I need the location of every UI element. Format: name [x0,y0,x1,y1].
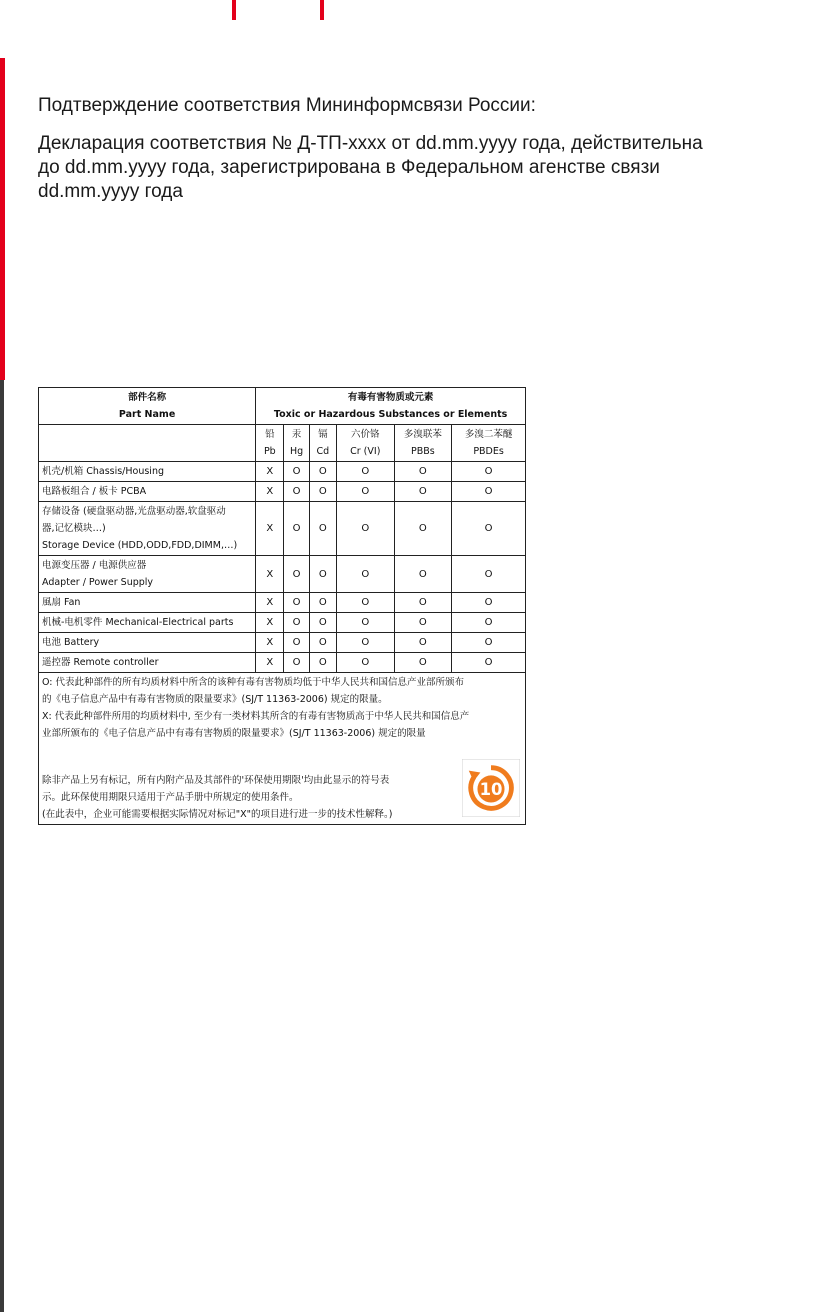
table-row [39,593,526,613]
substance-column-headers [39,425,526,462]
substance-mark-cell: O [284,593,309,613]
substance-mark-cell: X [256,462,284,482]
substance-mark-cell: O [284,462,309,482]
substance-mark-cell: O [394,556,452,593]
part-name-cell: 遥控器 Remote controller [39,653,256,673]
side-margin-rule [0,380,4,1312]
substance-mark-cell: O [394,482,452,502]
rohs-table-container [38,387,526,825]
ru-compliance-heading: Подтверждение соответствия Мининформсвязи России: [38,95,536,116]
substance-mark-cell: O [309,482,336,502]
substance-mark-cell: O [309,613,336,633]
substance-mark-cell: O [336,633,394,653]
substance-mark-cell: O [309,633,336,653]
substance-mark-cell: X [256,482,284,502]
part-name-cell: 电源变压器 / 电源供应器 Adapter / Power Supply [39,556,256,593]
substance-mark-cell: X [256,653,284,673]
substance-mark-cell: O [452,556,526,593]
substance-mark-cell: O [336,593,394,613]
substance-mark-cell: O [452,613,526,633]
substance-mark-cell: O [336,556,394,593]
substance-mark-cell: O [394,653,452,673]
rohs-hazardous-substances-table [38,387,526,825]
substance-mark-cell: O [309,653,336,673]
note-environmental-period: 除非产品上另有标记，所有内附产品及其部件的'环保使用期限'均由此显示的符号表 示。此环保使用期限只适用于产品手册中所规定的使用条件。 (在此表中，企业可能需要根据实际情况对标记"X"的项目进行进一步的技术性解释。) [42,775,393,820]
column-header-cr6: 六价铬 Cr (VI) [336,425,394,462]
table-row [39,556,526,593]
column-header-hg: 汞 Hg [284,425,309,462]
table-row [39,482,526,502]
table-header-row [39,388,526,425]
table-row [39,633,526,653]
substance-mark-cell: O [309,556,336,593]
substance-mark-cell: O [309,593,336,613]
part-name-cell: 机壳/机箱 Chassis/Housing [39,462,256,482]
declaration-line: dd.mm.yyyy года [38,181,183,202]
substance-mark-cell: O [284,502,309,556]
part-name-cell: 存储设备 (硬盘驱动器,光盘驱动器,软盘驱动 器,记忆模块…) Storage Device (HDD,ODD,FDD,DIMM,…) [39,502,256,556]
column-header-pb: 铅 Pb [256,425,284,462]
part-name-cell: 电池 Battery [39,633,256,653]
top-tick-left [232,0,236,20]
blank-header-cell [39,425,256,462]
substance-mark-cell: O [452,462,526,482]
substance-mark-cell: O [284,653,309,673]
ru-declaration-text [38,132,818,204]
substance-mark-cell: O [336,613,394,633]
substance-mark-cell: O [452,502,526,556]
top-tick-right [320,0,324,20]
part-name-cell: 机械-电机零件 Mechanical-Electrical parts [39,613,256,633]
part-name-header: 部件名称 Part Name [39,388,256,425]
side-accent-bar [0,58,5,380]
rohs-table-body [39,462,526,673]
substance-mark-cell: X [256,633,284,653]
substance-mark-cell: O [452,633,526,653]
svg-text:10: 10 [479,779,503,799]
substance-mark-cell: O [284,482,309,502]
substance-mark-cell: X [256,613,284,633]
substance-mark-cell: O [394,613,452,633]
table-row [39,502,526,556]
substance-mark-cell: O [284,556,309,593]
substance-mark-cell: O [452,593,526,613]
substance-mark-cell: O [336,502,394,556]
substance-mark-cell: O [394,462,452,482]
substance-mark-cell: O [336,462,394,482]
note-o: O: 代表此种部件的所有均质材料中所含的该种有毒有害物质均低于中华人民共和国信息产业部所颁布 的《电子信息产品中有毒有害物质的限量要求》(SJ/T 11363-2006) 规定的限量。 [42,677,465,705]
part-name-cell: 風扇 Fan [39,593,256,613]
table-notes [39,673,526,825]
note-x: X: 代表此种部件所用的均质材料中, 至少有一类材料其所含的有毒有害物质高于中华人民共和国信息产 业部所颁布的《电子信息产品中有毒有害物质的限量要求》(SJ/T 11363-2006) 规定的限量 [42,711,470,739]
column-header-pbbs: 多溴联苯 PBBs [394,425,452,462]
column-header-pbdes: 多溴二苯醚 PBDEs [452,425,526,462]
substance-mark-cell: X [256,556,284,593]
substance-mark-cell: X [256,502,284,556]
table-notes-row [39,673,526,825]
substance-mark-cell: O [309,502,336,556]
substance-mark-cell: O [452,653,526,673]
declaration-line: Декларация соответствия № Д-ТП-xxxx от dd.mm.yyyy года, действительна [38,133,703,154]
substances-header: 有毒有害物质或元素 Toxic or Hazardous Substances or Elements [256,388,526,425]
substance-mark-cell: O [309,462,336,482]
epup-10-year-logo-icon [462,759,520,817]
substance-mark-cell: O [284,613,309,633]
table-row [39,613,526,633]
declaration-line: до dd.mm.yyyy года, зарегистрирована в Федеральном агенстве связи [38,157,660,178]
substance-mark-cell: O [452,482,526,502]
table-row [39,462,526,482]
substance-mark-cell: O [394,593,452,613]
substance-mark-cell: X [256,593,284,613]
substance-mark-cell: O [394,633,452,653]
substance-mark-cell: O [336,653,394,673]
table-row [39,653,526,673]
substance-mark-cell: O [394,502,452,556]
substance-mark-cell: O [336,482,394,502]
part-name-cell: 电路板组合 / 板卡 PCBA [39,482,256,502]
column-header-cd: 镉 Cd [309,425,336,462]
substance-mark-cell: O [284,633,309,653]
